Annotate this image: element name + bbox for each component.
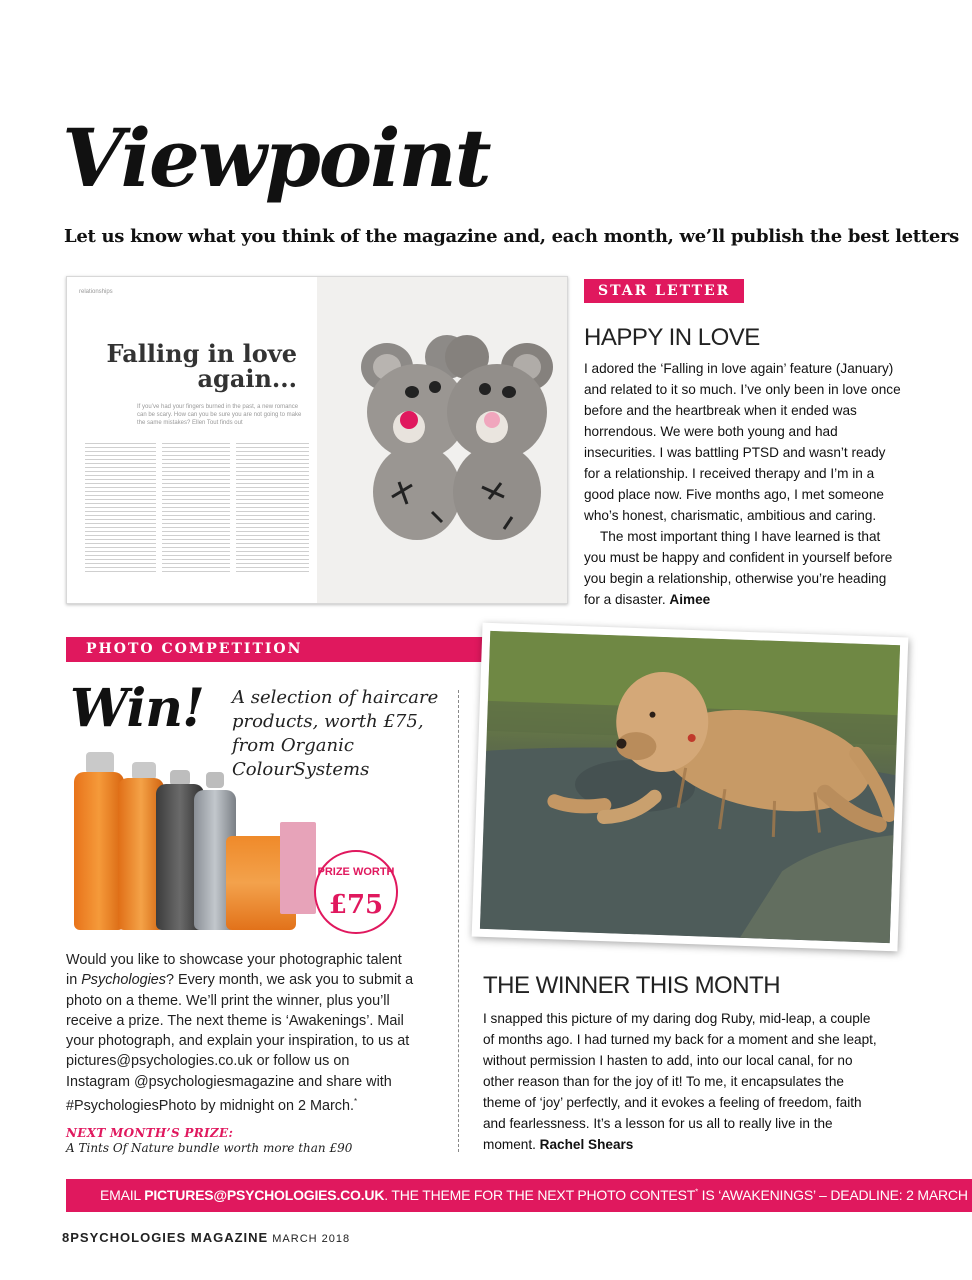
footnote-mark: * (353, 1097, 358, 1107)
spread-text-columns (85, 443, 309, 573)
email-banner-suffix: IS ‘AWAKENINGS’ – DEADLINE: 2 MARCH (697, 1187, 968, 1203)
column-gap (156, 443, 162, 573)
star-letter-paragraph (584, 526, 902, 610)
page-subtitle: Let us know what you think of the magazine and, each month, we’ll publish the best letters (64, 226, 959, 247)
magazine-spread-image (66, 276, 568, 604)
prize-badge-label: PRIZE WORTH (317, 866, 395, 878)
page-title: Viewpoint (62, 111, 490, 205)
footnote-mark: * (695, 1187, 698, 1197)
email-banner-prefix: EMAIL (100, 1187, 145, 1203)
next-prize-label: NEXT MONTH’S PRIZE: (66, 1126, 234, 1140)
competition-body-text: Would you like to showcase your photographic talent in (66, 952, 402, 989)
page-folio (62, 1230, 350, 1245)
spread-left-page (67, 277, 317, 603)
email-address[interactable]: PICTURES@PSYCHOLOGIES.CO.UK (144, 1187, 385, 1203)
prize-description: A selection of haircare products, worth £75, from Organic ColourSystems (232, 687, 439, 780)
haircare-products-image (66, 740, 316, 940)
spread-standfirst: If you’ve had your fingers burned in the past, a new romance can be scary. How can you be sure you are not going to make the same mistakes? Ellen Tout finds out (137, 404, 302, 426)
star-letter-paragraph: I adored the ‘Falling in love again’ feature (January) and related to it so much. I’ve only been in love once before and the heartbreak when it ended was horrendous. We were both young and had insecurities. I was battling PTSD and wasn’t ready for a relationship. I received therapy and I’m in a good place now. Five months ago, I met someone who’s honest, charismatic, ambitious and caring. (584, 361, 901, 523)
spread-kicker: relationships (79, 289, 113, 295)
star-letter-body (584, 358, 902, 610)
competition-body (66, 950, 416, 1116)
prize-badge-value: £75 (328, 890, 384, 920)
dog-leaping-photo (480, 631, 900, 943)
win-heading: Win! (70, 678, 204, 739)
star-letter-tag: STAR LETTER (584, 279, 744, 303)
magazine-name-folio: PSYCHOLOGIES MAGAZINE (70, 1230, 269, 1245)
winner-body-text: I snapped this picture of my daring dog Ruby, mid-leap, a couple of months ago. I had turned my back for a moment and she leapt, without permission I hasten to add, into our local canal, for no other reason than for the joy of it! To me, it encapsulates the theme of ‘joy’ perfectly, and it evokes a feeling of freedom, faith and fearlessness. It’s a lesson for us all to really live in the moment. (483, 1011, 877, 1152)
page-number: 8 (62, 1230, 71, 1245)
star-letter-heading: HAPPY IN LOVE (584, 324, 760, 351)
spread-headline: Falling in love again... (106, 339, 297, 393)
dog-leaping-illustration (480, 631, 900, 943)
bottle-cap (86, 752, 114, 774)
next-prize-text: A Tints Of Nature bundle worth more than £90 (66, 1141, 353, 1155)
shampoo-bottle (74, 772, 124, 930)
knitted-mice-illustration (317, 277, 567, 603)
revive-box (280, 822, 316, 914)
photo-competition-label: PHOTO COMPETITION (86, 641, 303, 657)
email-banner-text (100, 1187, 968, 1203)
winner-body (483, 1008, 878, 1155)
magazine-name: Psychologies (81, 972, 166, 989)
winner-heading: THE WINNER THIS MONTH (483, 972, 781, 999)
competition-body-text: ? Every month, we ask you to submit a photo on a theme. We’ll print the winner, plus you’ll receive a prize. The next theme is ‘Awakenings’. Mail your photograph, and explain your inspiration, to us at pictures@psychologies.co.uk or follow us on Instagram @psychologiesmagazine and share with #PsychologiesPhoto by midnight on 2 March. (66, 972, 414, 1114)
issue-date: MARCH 2018 (272, 1233, 351, 1245)
winner-signer: Rachel Shears (539, 1137, 634, 1152)
winning-photo-frame (472, 623, 909, 952)
star-letter-signer: Aimee (669, 592, 711, 607)
email-banner-middle: . THE THEME FOR THE NEXT PHOTO CONTEST (384, 1187, 696, 1203)
dashed-divider (458, 690, 459, 1152)
prize-badge (314, 850, 398, 934)
star-letter-paragraph-text: The most important thing I have learned is that you must be happy and confident in yourself before you begin a relationship, otherwise you’re heading for a disaster. (584, 529, 893, 607)
spray-cap (206, 772, 224, 788)
knitted-mice-photo (317, 277, 567, 603)
column-gap (230, 443, 236, 573)
